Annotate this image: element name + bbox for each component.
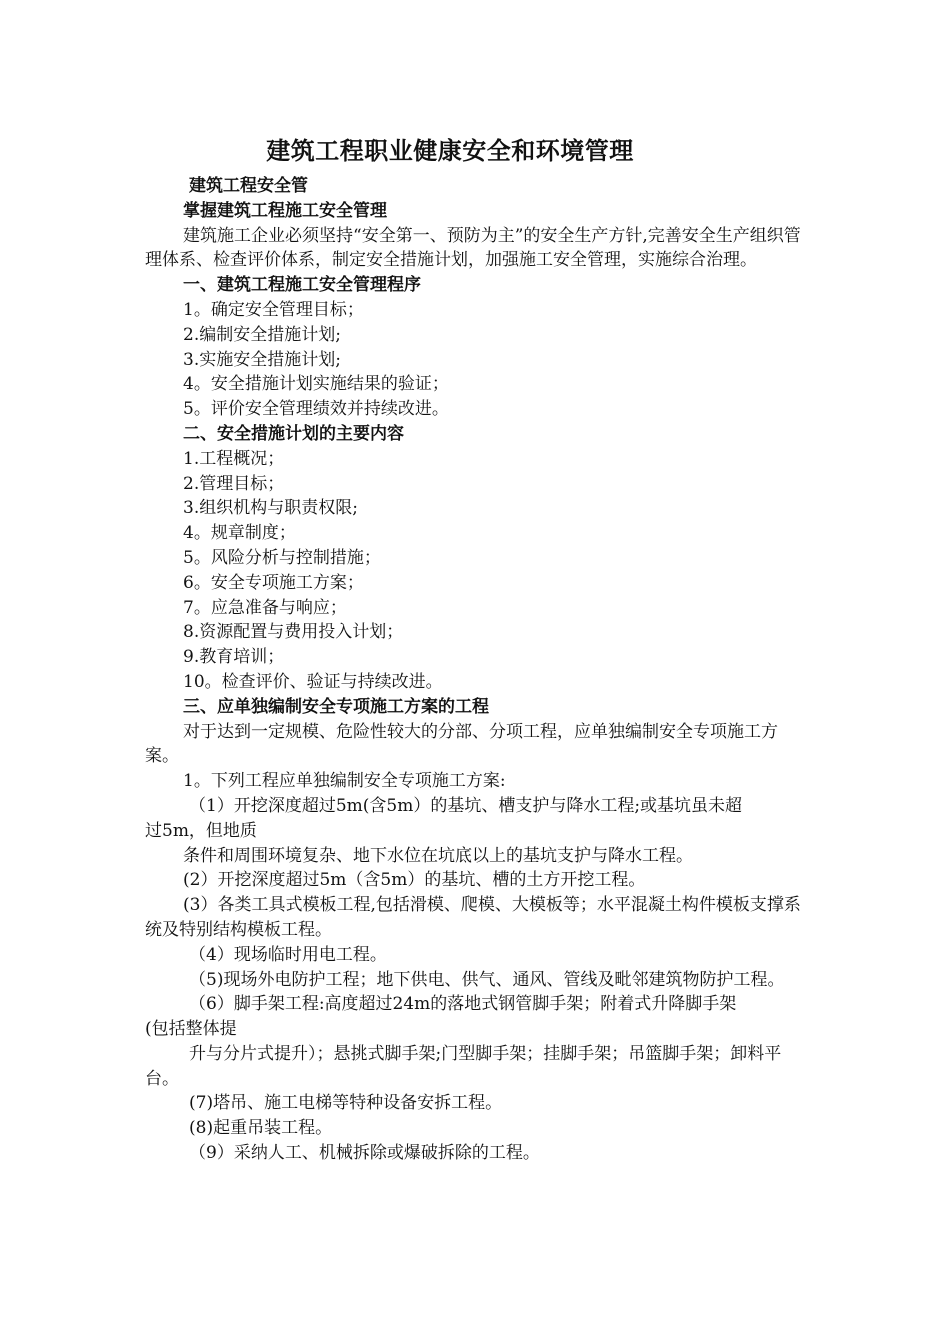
list-item: (8)起重吊装工程。 xyxy=(189,1118,333,1139)
list-item: 3.组织机构与职责权限; xyxy=(183,498,358,519)
list-item: 8.资源配置与费用投入计划； xyxy=(183,622,404,643)
paragraph-line: 升与分片式提升）；悬挑式脚手架;门型脚手架；挂脚手架；吊篮脚手架；卸料平台。 xyxy=(145,1043,782,1089)
list-item: （6）脚手架工程:高度超过24m的落地式钢管脚手架；附着式升降脚手架 xyxy=(189,994,737,1015)
list-item: 3.实施安全措施计划; xyxy=(183,349,341,370)
section-heading: 一、建筑工程施工安全管理程序 xyxy=(183,275,421,296)
list-item: 6。安全专项施工方案； xyxy=(183,572,364,593)
list-item: （5)现场外电防护工程；地下供电、供气、通风、管线及毗邻建筑物防护工程。 xyxy=(189,969,785,990)
section-heading: 二、安全措施计划的主要内容 xyxy=(183,423,404,444)
list-item: （9）采纳人工、机械拆除或爆破拆除的工程。 xyxy=(189,1143,540,1164)
list-item: 4。规章制度； xyxy=(183,523,296,544)
list-item: （4）现场临时用电工程。 xyxy=(189,944,387,965)
list-item: 9.教育培训； xyxy=(183,647,285,668)
list-item: （1）开挖深度超过5m(含5m）的基坑、槽支护与降水工程;或基坑虽未超 xyxy=(189,795,743,816)
list-item: 2.管理目标； xyxy=(183,473,285,494)
document-body xyxy=(145,174,810,1166)
paragraph: 对于达到一定规模、危险性较大的分部、分项工程，应单独编制安全专项施工方案。 xyxy=(145,721,778,767)
list-item: 4。安全措施计划实施结果的验证； xyxy=(183,374,449,395)
list-item: 5。评价安全管理绩效并持续改进。 xyxy=(183,399,449,420)
paragraph: 建筑施工企业必须坚持“安全第一、预防为主”的安全生产方针,完善安全生产组织管理体系、检查评价体系，制定安全措施计划，加强施工安全管理，实施综合治理。 xyxy=(145,225,801,271)
list-item: 5。风险分析与控制措施； xyxy=(183,547,381,568)
paragraph-line: (包括整体提 xyxy=(145,1019,237,1040)
list-item: 2.编制安全措施计划; xyxy=(183,324,341,345)
section-heading: 建筑工程安全管 xyxy=(189,176,308,196)
list-item: 7。应急准备与响应； xyxy=(183,597,347,618)
document-title: 建筑工程职业健康安全和环境管理 xyxy=(266,137,634,165)
list-item: 1.工程概况； xyxy=(183,448,285,469)
list-item: (2）开挖深度超过5m（含5m）的基坑、槽的土方开挖工程。 xyxy=(183,870,646,891)
list-item: (7)塔吊、施工电梯等特种设备安拆工程。 xyxy=(189,1093,503,1114)
paragraph-line: 过5m，但地质 xyxy=(145,820,257,841)
list-item: 1。确定安全管理目标； xyxy=(183,299,364,320)
paragraph-line: 条件和周围环境复杂、地下水位在坑底以上的基坑支护与降水工程。 xyxy=(183,845,693,866)
section-heading: 三、应单独编制安全专项施工方案的工程 xyxy=(183,696,489,717)
list-item: 1。下列工程应单独编制安全专项施工方案: xyxy=(183,771,506,792)
list-item: 10。检查评价、验证与持续改进。 xyxy=(183,671,443,692)
list-item: (3）各类工具式模板工程,包括滑模、爬模、大模板等；水平混凝土构件模板支撑系统及特别结构模板工程。 xyxy=(145,895,801,940)
section-heading: 掌握建筑工程施工安全管理 xyxy=(183,200,387,221)
